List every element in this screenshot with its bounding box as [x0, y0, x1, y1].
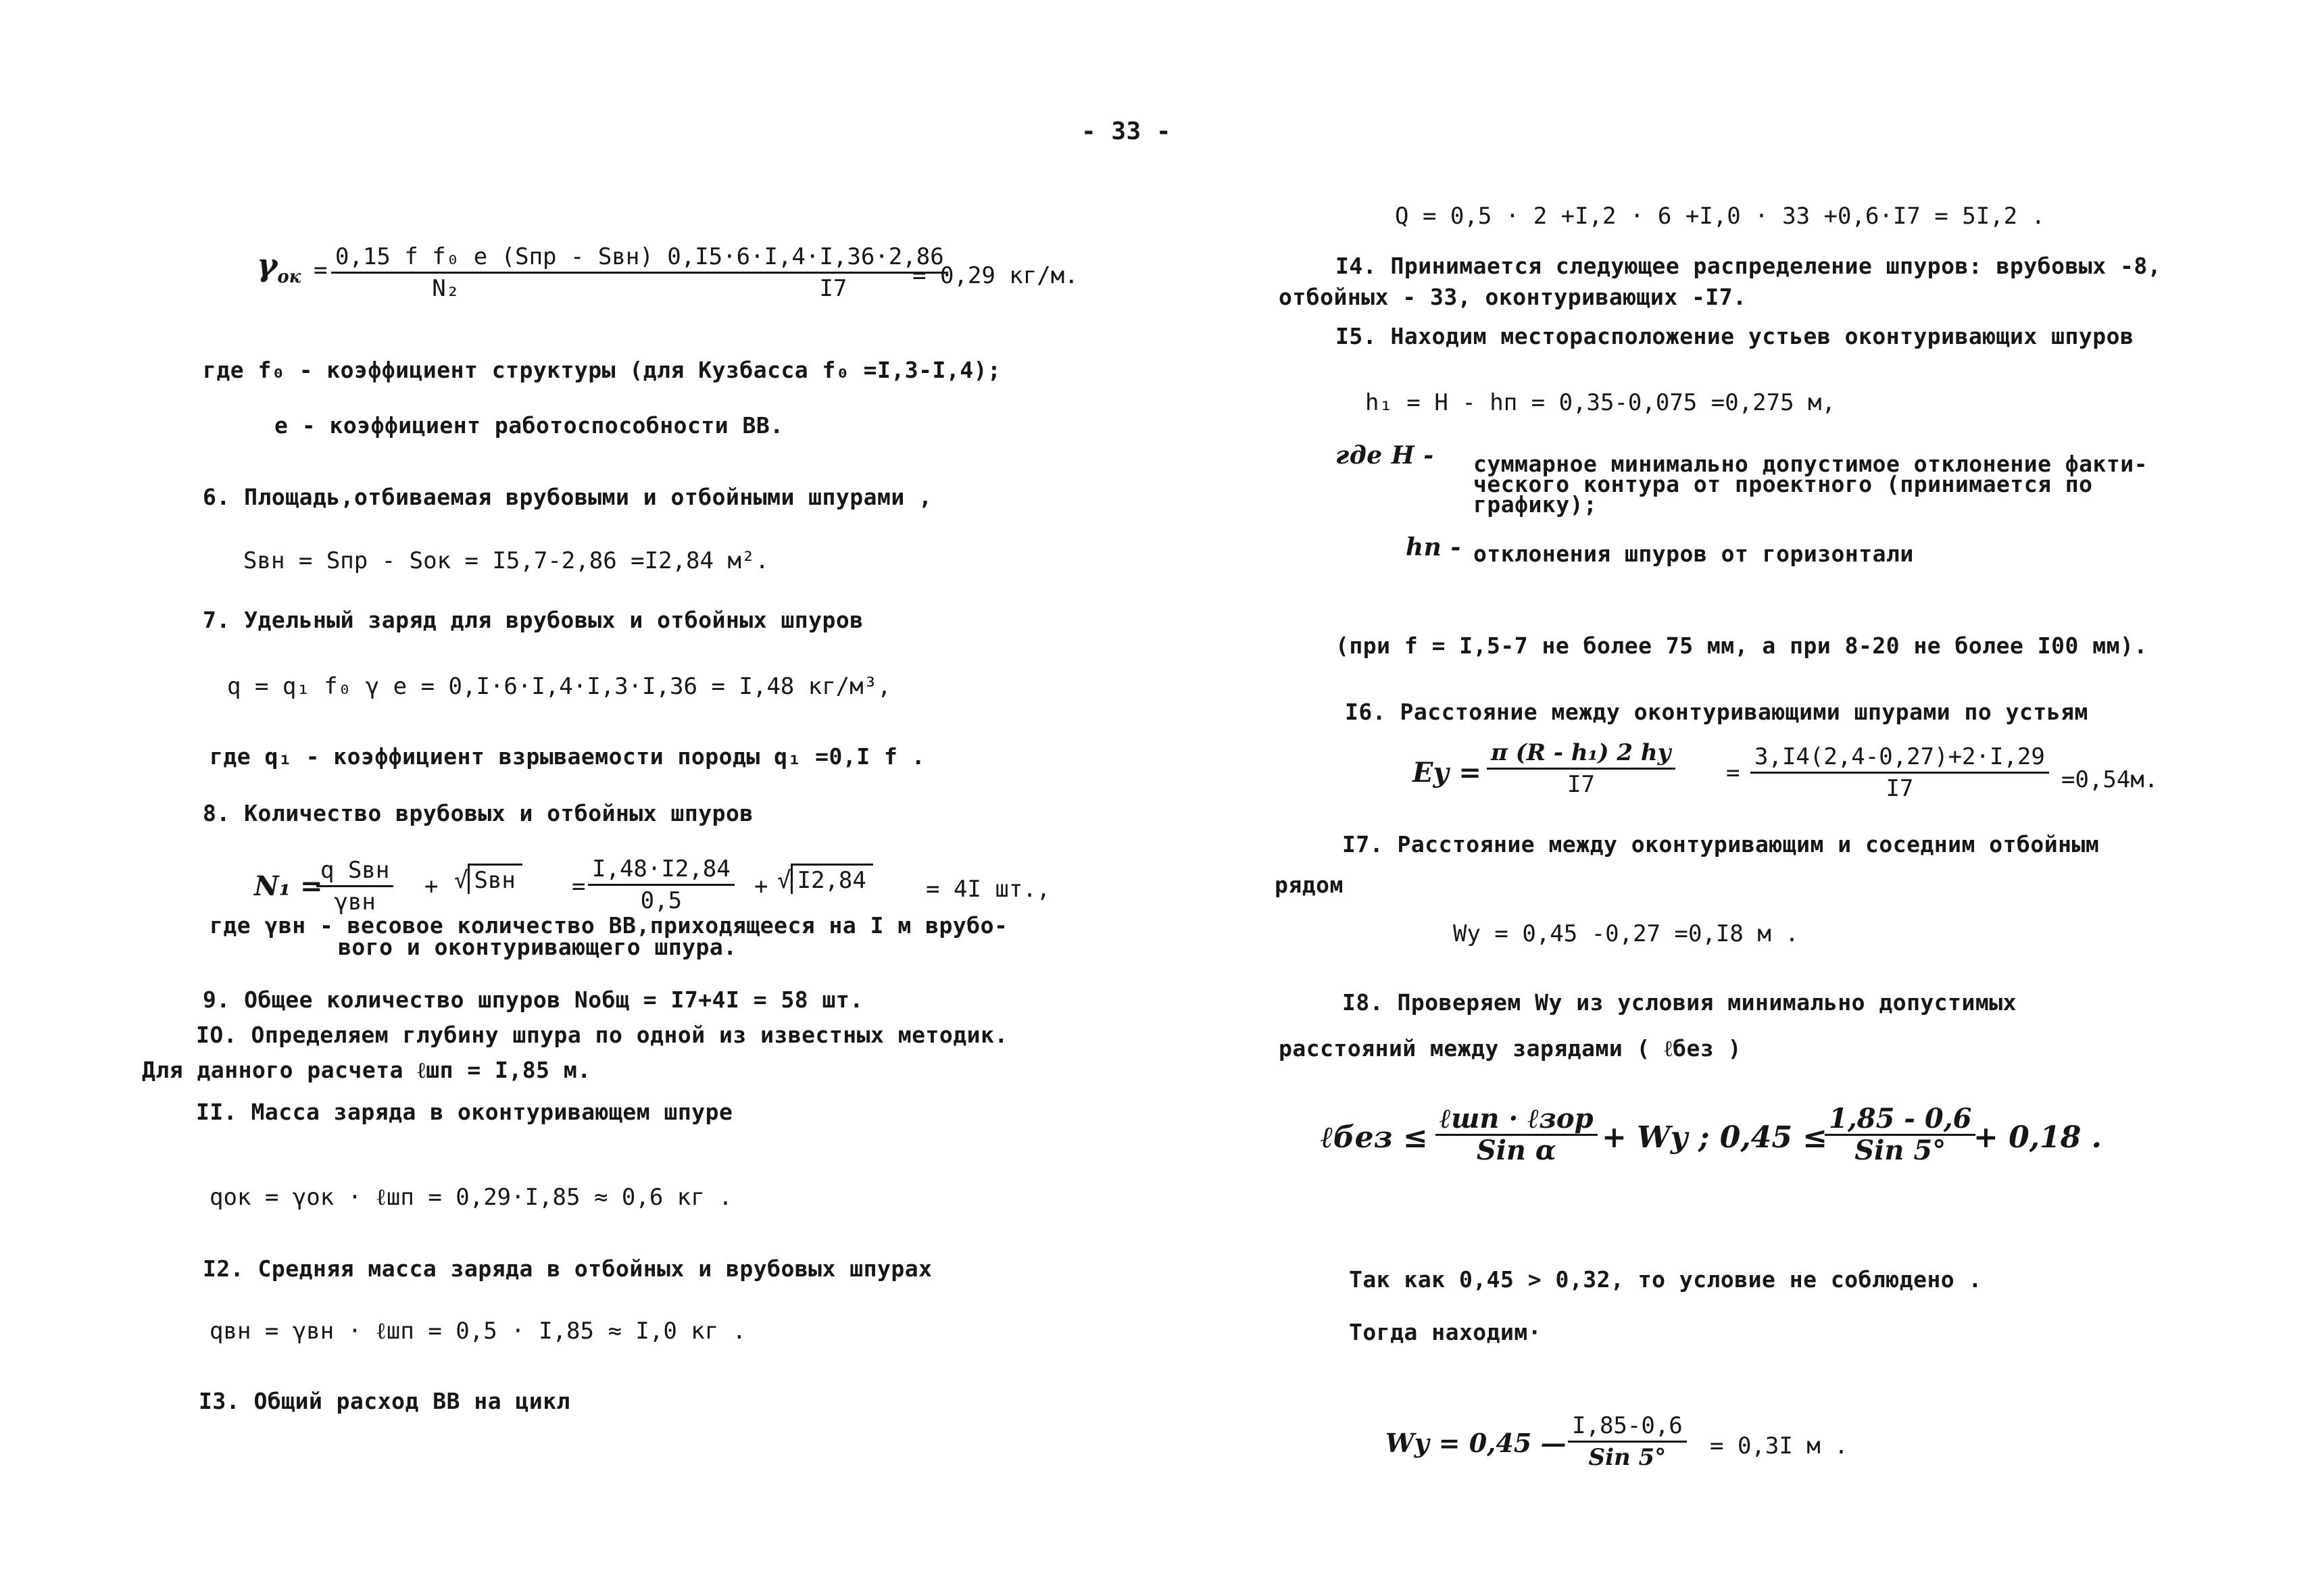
- formula-ey-frac1: [1487, 739, 1675, 798]
- formula-lbez-mid: + Wу ; 0,45 ≤: [1602, 1120, 1828, 1155]
- item-10b: Для данного расчета ℓшп = I,85 м.: [142, 1057, 591, 1083]
- formula-wy2-lhs: Wу = 0,45 —: [1385, 1428, 1567, 1458]
- formula-svn: Sвн = Sпр - Sок = I5,7-2,86 =I2,84 м².: [243, 547, 769, 574]
- formula-wy2-den: Sin 5°: [1588, 1444, 1667, 1471]
- note-limits: (при f = I,5-7 не более 75 мм, а при 8-20 не более I00 мм).: [1335, 632, 2148, 659]
- item-8: 8. Количество врубовых и отбойных шпуров: [203, 800, 754, 826]
- formula-n1-frac1: [316, 857, 393, 916]
- where-e: e - коэффициент работоспособности ВВ.: [274, 412, 784, 439]
- formula-gamma-result: = 0,29 кг/м.: [912, 262, 1079, 289]
- formula-ey-num1: π (R - h₁) 2 hу: [1487, 739, 1675, 770]
- item-15: I5. Находим месторасположение устьев оконтуривающих шпуров: [1335, 323, 2134, 349]
- item-13: I3. Общий расход ВВ на цикл: [199, 1388, 570, 1414]
- formula-gamma-eq: =: [314, 257, 328, 284]
- formula-lbez-num2: 1,85 - 0,6: [1825, 1105, 1975, 1136]
- item-14a: I4. Принимается следующее распределение шпуров: врубовых -8,: [1335, 253, 2162, 279]
- formula-n1-plus: +: [424, 873, 439, 900]
- item-11: II. Масса заряда в оконтуривающем шпуре: [196, 1099, 733, 1125]
- formula-qok: qок = γок · ℓшп = 0,29·I,85 ≈ 0,6 кг .: [210, 1184, 733, 1211]
- formula-gamma-denominator: N₂ I7: [432, 275, 847, 302]
- formula-ey-num2: 3,I4(2,4-0,27)+2·I,29: [1750, 743, 2049, 774]
- where-gamma-vn-a: где γвн - весовое количество ВВ,приходящееся на I м врубо-: [210, 912, 1008, 939]
- formula-n1-plus2: +: [754, 873, 768, 900]
- item-16: I6. Расстояние между оконтуривающими шпурами по устьям: [1345, 699, 2088, 725]
- where-gamma-vn-b: вого и оконтуривающего шпура.: [338, 934, 737, 960]
- formula-q: q = q₁ f₀ γ e = 0,I·6·I,4·I,3·I,36 = I,48 кг/м³,: [227, 673, 891, 700]
- where-H-a: суммарное минимально допустимое отклонение факти-: [1473, 451, 2148, 477]
- formula-n1-eq: =: [572, 873, 586, 900]
- where-H-label: где H -: [1335, 441, 1434, 470]
- formula-ey-eq: =: [1726, 759, 1740, 787]
- formula-n1-den1: γвн: [334, 889, 376, 916]
- formula-lbez-lhs: ℓбез ≤: [1321, 1120, 1428, 1155]
- item-9: 9. Общее количество шпуров Nобщ = I7+4I = 58 шт.: [203, 987, 864, 1013]
- formula-lbez-result: + 0,18 .: [1973, 1120, 2102, 1155]
- then-find: Тогда находим·: [1349, 1319, 1542, 1345]
- formula-gamma-ok: [331, 243, 948, 302]
- where-f0: где f₀ - коэффициент структуры (для Кузбасса f₀ =I,3-I,4);: [203, 357, 1002, 383]
- formula-n1-den2: 0,5: [640, 887, 683, 914]
- formula-n1-radical2: √ I2,84: [777, 864, 873, 894]
- formula-n1-num1: q Sвн: [316, 857, 393, 887]
- formula-n1-num2: I,48·I2,84: [588, 855, 735, 886]
- item-18b: расстояний между зарядами ( ℓбез ): [1279, 1035, 1742, 1062]
- formula-gamma-numerator: 0,15 f f₀ e (Sпр - Sвн) 0,I5·6·I,4·I,36·2,86: [331, 243, 948, 274]
- where-hn: отклонения шпуров от горизонтали: [1473, 541, 1914, 567]
- formula-lbez-den2: Sin 5°: [1854, 1134, 1946, 1166]
- formula-wy2-result: = 0,3I м .: [1710, 1432, 1848, 1460]
- formula-n1-radical1: √ Sвн: [454, 864, 522, 894]
- formula-ey-den2: I7: [1886, 775, 1914, 802]
- item-17b: рядом: [1275, 872, 1344, 898]
- formula-lbez-num1: ℓшп · ℓзор: [1435, 1105, 1598, 1136]
- formula-gamma-symbol: $\gamma_{ок}$: [257, 247, 301, 288]
- item-12: I2. Средняя масса заряда в отбойных и врубовых шпурах: [203, 1255, 933, 1282]
- formula-wy1: Wу = 0,45 -0,27 =0,I8 м .: [1453, 920, 1799, 947]
- formula-n1-result: = 4I шт.,: [926, 876, 1051, 903]
- formula-lbez-den1: Sin α: [1476, 1134, 1556, 1166]
- where-H-b: ческого контура от проектного (принимается по: [1473, 471, 2093, 497]
- formula-ey-frac2: [1750, 743, 2049, 802]
- formula-n1-lhs: N₁ =: [254, 870, 323, 902]
- page-number: - 33 -: [1081, 118, 1172, 145]
- item-10a: IO. Определяем глубину шпура по одной из известных методик.: [196, 1022, 1008, 1048]
- formula-n1-radicand1: Sвн: [468, 864, 522, 894]
- formula-lbez-frac1: [1435, 1105, 1598, 1164]
- item-7: 7. Удельный заряд для врубовых и отбойных шпуров: [203, 607, 864, 633]
- formula-qvn: qвн = γвн · ℓшп = 0,5 · I,85 ≈ I,0 кг .: [210, 1318, 747, 1345]
- formula-ey-lhs: Eу =: [1412, 757, 1481, 789]
- item-14b: отбойных - 33, оконтуривающих -I7.: [1279, 284, 1747, 310]
- formula-wy2-frac: [1568, 1412, 1687, 1471]
- where-hn-label: hп -: [1406, 533, 1461, 562]
- formula-wy2-num: I,85-0,6: [1568, 1412, 1687, 1443]
- formula-n1-frac2: [588, 855, 735, 914]
- item-6: 6. Площадь,отбиваемая врубовыми и отбойными шпурами ,: [203, 484, 933, 510]
- formula-lbez-frac2: [1825, 1105, 1975, 1164]
- formula-h1: h₁ = H - hп = 0,35-0,075 =0,275 м,: [1365, 389, 1836, 416]
- where-H-c: графику);: [1473, 491, 1598, 518]
- where-q1: где q₁ - коэффициент взрываемости породы q₁ =0,I f .: [210, 743, 926, 770]
- formula-Q: Q = 0,5 · 2 +I,2 · 6 +I,0 · 33 +0,6·I7 = 5I,2 .: [1395, 203, 2046, 230]
- formula-n1-radicand2: I2,84: [791, 864, 872, 894]
- item-18a: I8. Проверяем Wу из условия минимально допустимых: [1342, 989, 2017, 1016]
- conclusion: Так как 0,45 > 0,32, то условие не соблюдено .: [1349, 1266, 1982, 1293]
- formula-ey-result: =0,54м.: [2061, 766, 2159, 793]
- formula-ey-den1: I7: [1567, 771, 1595, 798]
- item-17a: I7. Расстояние между оконтуривающим и соседним отбойным: [1342, 831, 2100, 857]
